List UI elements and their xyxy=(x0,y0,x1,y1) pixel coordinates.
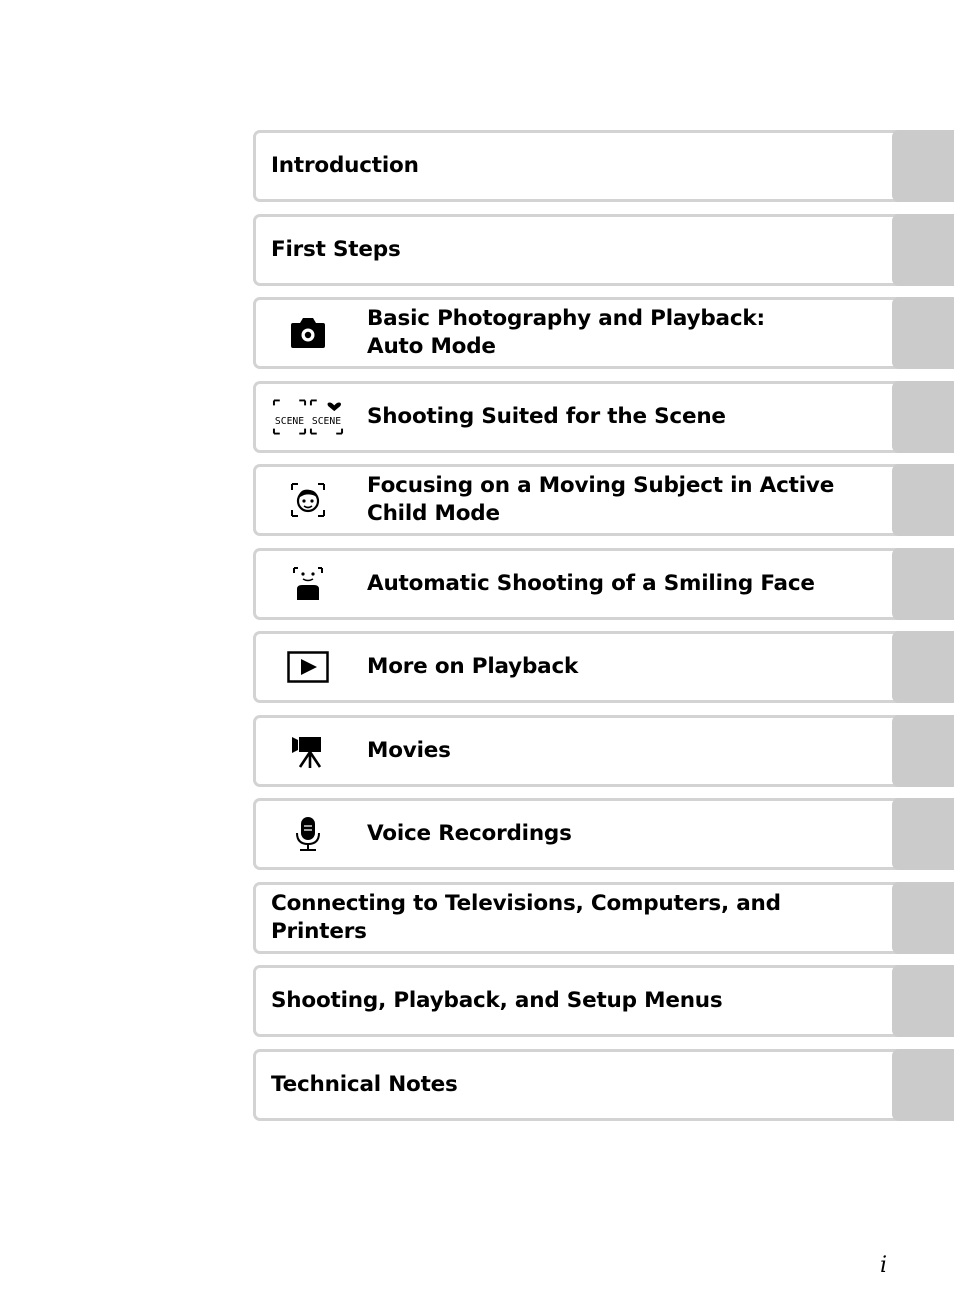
toc-item-scene[interactable] xyxy=(253,381,954,453)
section-tab xyxy=(892,715,954,787)
toc-item-voice[interactable] xyxy=(253,798,954,870)
table-of-contents xyxy=(253,130,954,1132)
microphone-icon xyxy=(272,814,344,854)
playback-icon xyxy=(272,647,344,687)
section-tab xyxy=(892,965,954,1037)
section-tab xyxy=(892,464,954,536)
svg-text:SCENE: SCENE xyxy=(311,415,342,427)
toc-item-introduction[interactable] xyxy=(253,130,954,202)
toc-item-menus[interactable] xyxy=(253,965,954,1037)
toc-item-smile[interactable] xyxy=(253,548,954,620)
toc-item-first-steps[interactable] xyxy=(253,214,954,286)
toc-item-title: Shooting, Playback, and Setup Menus xyxy=(271,988,723,1013)
toc-item-title: Voice Recordings xyxy=(367,821,572,846)
toc-item-title: Shooting Suited for the Scene xyxy=(367,403,726,429)
toc-item-title: Movies xyxy=(367,737,451,763)
section-tab xyxy=(892,381,954,453)
scene-icon xyxy=(272,397,344,437)
toc-item-playback[interactable] xyxy=(253,631,954,703)
toc-item-title: More on Playback xyxy=(367,654,579,679)
section-tab xyxy=(892,214,954,286)
page-number: i xyxy=(880,1253,888,1278)
smile-icon xyxy=(272,564,344,604)
toc-item-title: Automatic Shooting of a Smiling Face xyxy=(367,570,815,596)
toc-item-auto-mode[interactable] xyxy=(253,297,954,369)
toc-item-title: Basic Photography and Playback: Auto Mode xyxy=(367,306,765,359)
toc-item-title: Technical Notes xyxy=(271,1071,458,1097)
movie-camera-icon xyxy=(272,731,344,771)
section-tab xyxy=(892,297,954,369)
section-tab xyxy=(892,130,954,202)
toc-item-movies[interactable] xyxy=(253,715,954,787)
toc-item-title: First Steps xyxy=(271,236,401,262)
section-tab xyxy=(892,631,954,703)
svg-text:SCENE: SCENE xyxy=(274,415,305,427)
child-face-icon xyxy=(272,480,344,520)
toc-item-title: Focusing on a Moving Subject in Active Child Mode xyxy=(367,473,835,526)
toc-item-technical-notes[interactable] xyxy=(253,1049,954,1121)
section-tab xyxy=(892,798,954,870)
section-tab xyxy=(892,1049,954,1121)
toc-item-title: Introduction xyxy=(271,153,419,178)
section-tab xyxy=(892,548,954,620)
toc-item-active-child[interactable] xyxy=(253,464,954,536)
toc-item-connecting[interactable] xyxy=(253,882,954,954)
camera-icon xyxy=(272,313,344,353)
section-tab xyxy=(892,882,954,954)
toc-item-title: Connecting to Televisions, Computers, and Printers xyxy=(271,890,781,944)
